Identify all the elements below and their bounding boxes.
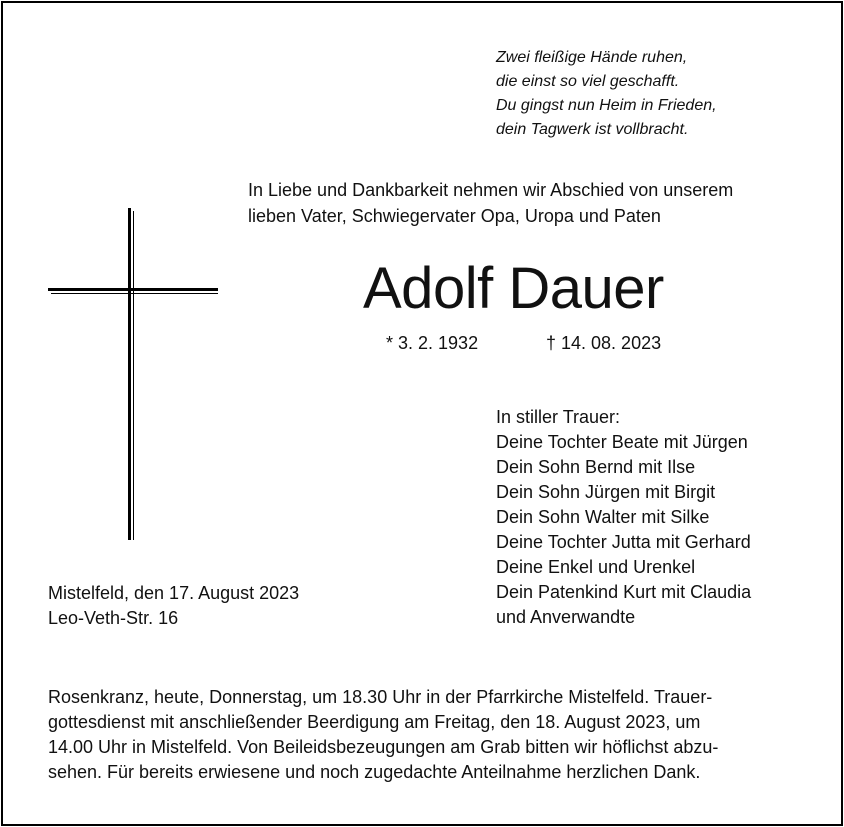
mourner-line: Deine Tochter Beate mit Jürgen [496,432,748,452]
poem-line: dein Tagwerk ist vollbracht. [496,121,689,138]
place-date-line: Mistelfeld, den 17. August 2023 [48,583,300,603]
farewell-intro [248,177,733,229]
mourner-line: In stiller Trauer: [496,407,621,427]
mourner-line: und Anverwandte [496,607,636,627]
notice-line: 14.00 Uhr in Mistelfeld. Von Beileidsbezeugungen am Grab bitten wir höflichst abzu- [48,737,719,757]
mourner-line: Dein Sohn Walter mit Silke [496,507,710,527]
mourners-list [496,405,751,630]
mourner-line: Dein Sohn Jürgen mit Birgit [496,482,716,502]
poem-line: Du gingst nun Heim in Frieden, [496,97,717,114]
deceased-name: Adolf Dauer [363,256,664,321]
mourner-line: Dein Patenkind Kurt mit Claudia [496,582,752,602]
cross-icon [48,208,223,543]
poem-line: die einst so viel geschafft. [496,73,680,90]
intro-line: lieben Vater, Schwiegervater Opa, Uropa und Paten [248,206,661,226]
intro-line: In Liebe und Dankbarkeit nehmen wir Abschied von unserem [248,180,734,200]
memorial-poem [496,46,717,142]
notice-line: sehen. Für bereits erwiesene und noch zugedachte Anteilnahme herzlichen Dank. [48,762,701,782]
poem-line: Zwei fleißige Hände ruhen, [496,49,688,66]
notice-line: Rosenkranz, heute, Donnerstag, um 18.30 Uhr in der Pfarrkirche Mistelfeld. Trauer- [48,687,713,707]
death-date: † 14. 08. 2023 [546,333,662,353]
service-notice [48,685,798,785]
address-line: Leo-Veth-Str. 16 [48,608,179,628]
obituary-notice [1,1,843,826]
birth-date: * 3. 2. 1932 [386,333,479,353]
place-and-address [48,581,299,631]
mourner-line: Deine Tochter Jutta mit Gerhard [496,532,751,552]
mourner-line: Dein Sohn Bernd mit Ilse [496,457,696,477]
notice-line: gottesdienst mit anschließender Beerdigung am Freitag, den 18. August 2023, um [48,712,701,732]
mourner-line: Deine Enkel und Urenkel [496,557,696,577]
